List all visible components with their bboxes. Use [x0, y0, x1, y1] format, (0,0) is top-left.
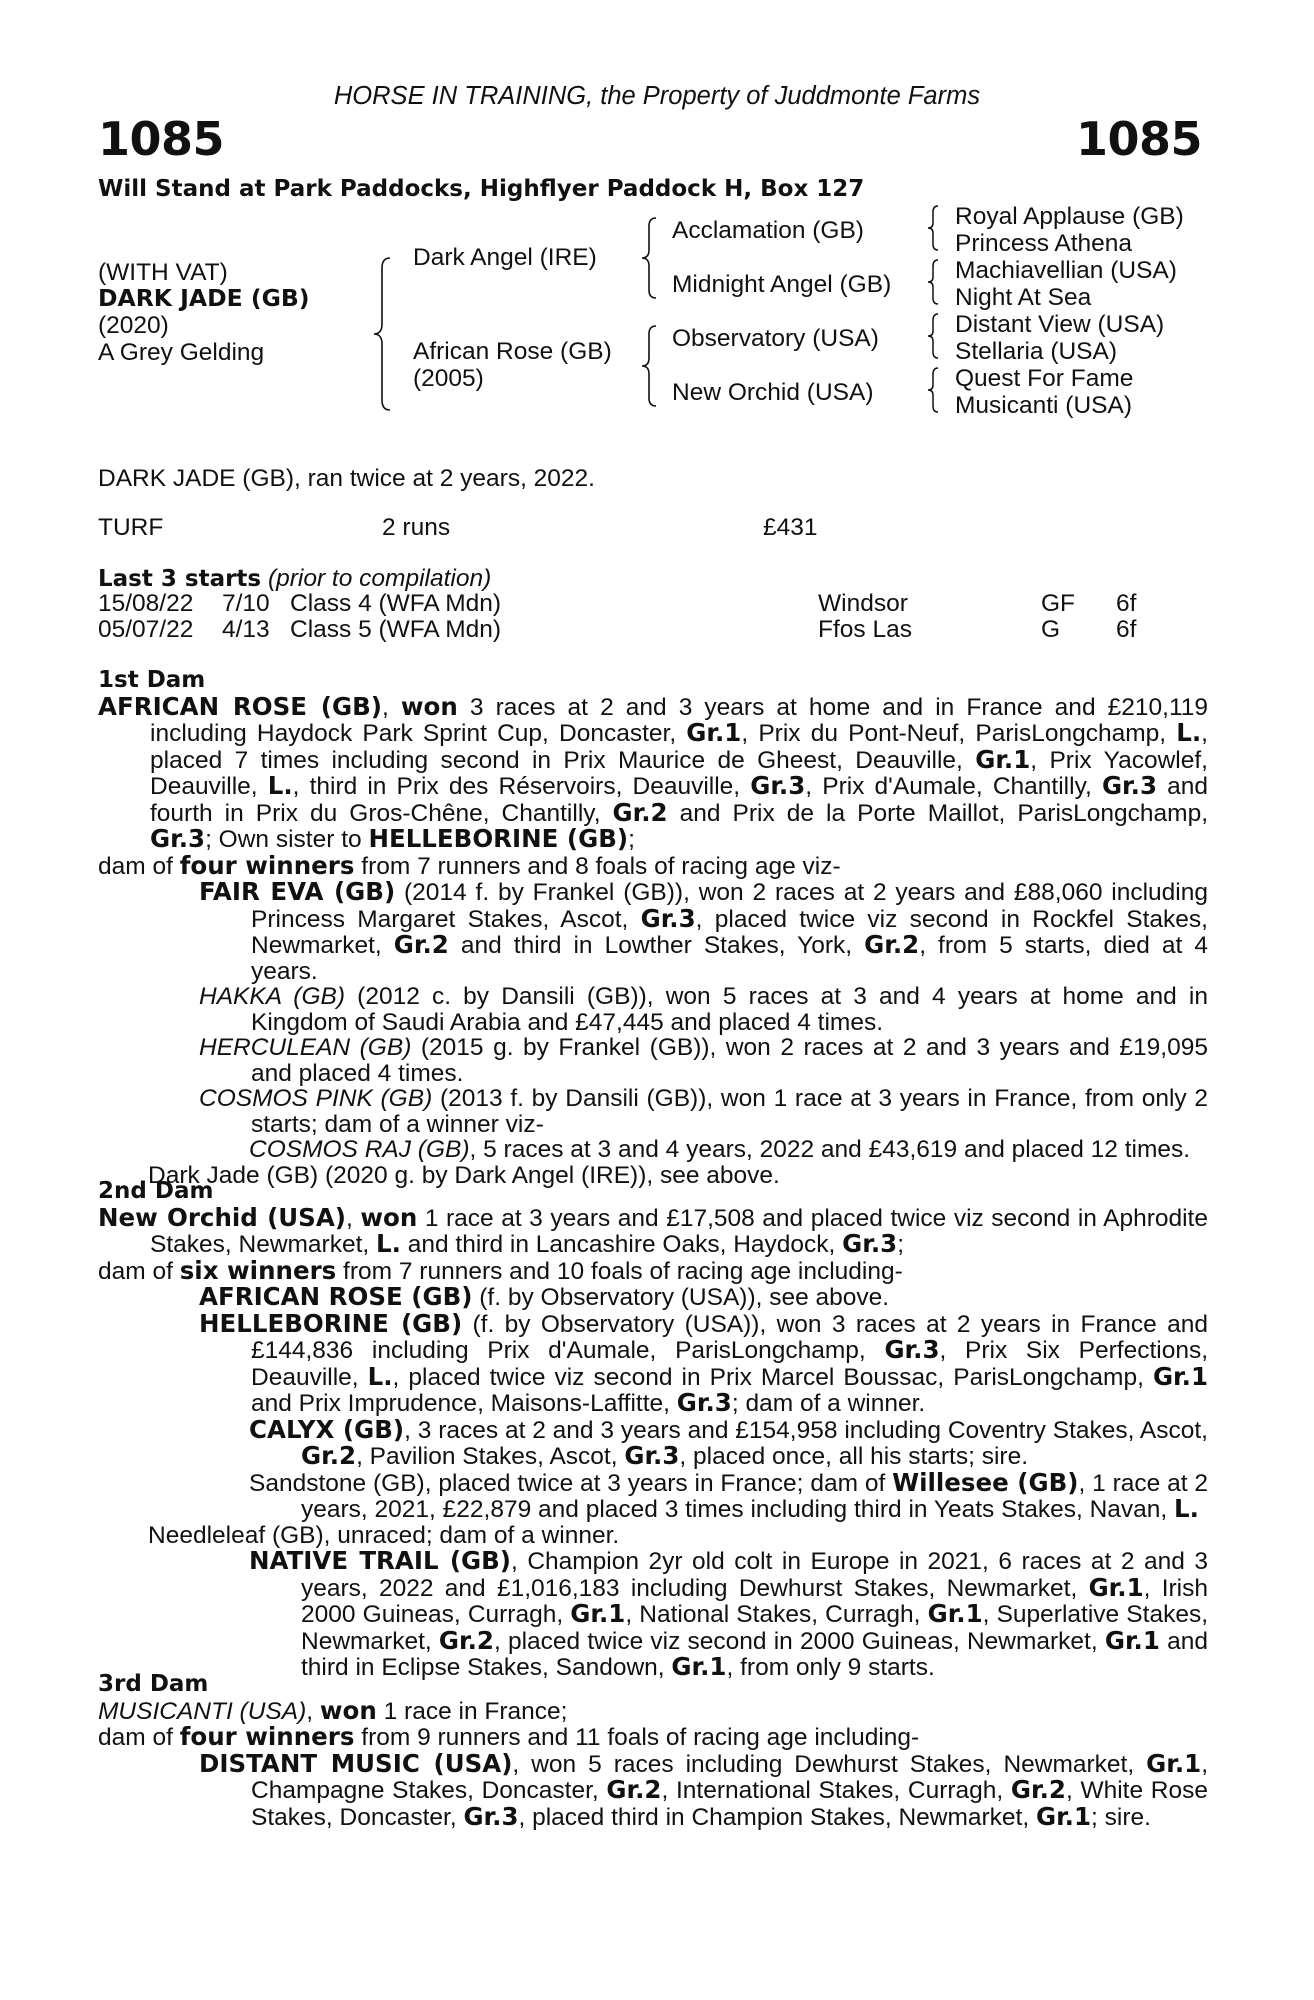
- text: from 9 runners and 11 foals of racing age including-: [354, 1724, 920, 1751]
- text: , placed third in Champion Stakes, Newmarket,: [518, 1803, 1036, 1831]
- grade: Gr.2: [864, 930, 920, 959]
- text: Sandstone (GB), placed twice at 3 years in France; dam of: [249, 1469, 893, 1497]
- produce-name: AFRICAN ROSE (GB): [199, 1282, 473, 1311]
- grade: Gr.3: [463, 1801, 519, 1831]
- grade: Gr.3: [842, 1229, 898, 1258]
- grade: Gr.2: [606, 1775, 662, 1804]
- produce-hakka: [98, 984, 1208, 1035]
- produce-name: CALYX (GB): [249, 1414, 405, 1444]
- second-dam-name: New Orchid (USA): [98, 1202, 346, 1232]
- ancestor-1: Royal Applause (GB): [955, 203, 1184, 230]
- last-starts-heading: [98, 566, 491, 593]
- won-label: won: [360, 1202, 418, 1232]
- record-runs: 2 runs: [382, 514, 451, 541]
- pedigree-brace-g2: [926, 258, 940, 306]
- pedigree-brace-g1: [926, 204, 940, 252]
- vat-note: (WITH VAT): [98, 259, 228, 286]
- text: , 1 race at 2 years, 2021, £22,879 and placed 3 times including third in Yeats Stakes, Navan,: [301, 1469, 1208, 1523]
- grade: L.: [376, 1229, 401, 1258]
- start-distance: 6f: [1116, 616, 1137, 643]
- text: and third in Lowther Stakes, York,: [448, 932, 865, 959]
- first-dam-heading: 1st Dam: [98, 667, 206, 693]
- text: dam of: [98, 1724, 180, 1751]
- produce-cosmos-raj: [98, 1137, 1208, 1163]
- grade: Gr.2: [1010, 1775, 1066, 1804]
- produce-name: COSMOS PINK (GB): [199, 1085, 433, 1112]
- produce-name: HAKKA (GB): [199, 983, 346, 1010]
- first-dam-section: [98, 668, 1208, 1188]
- third-dam-section: [98, 1672, 1208, 1830]
- produce-name: Willesee (GB): [892, 1467, 1079, 1497]
- third-dam-name: MUSICANTI (USA): [98, 1697, 307, 1725]
- grade: Gr.1: [1152, 1361, 1208, 1391]
- text: , Champagne Stakes, Doncaster,: [251, 1750, 1208, 1804]
- last-starts-title: Last 3 starts: [98, 566, 262, 592]
- pedigree-brace-g4: [926, 366, 940, 414]
- start-date: 05/07/22: [98, 616, 194, 643]
- second-dam-heading: 2nd Dam: [98, 1178, 214, 1204]
- second-dam-record: New Orchid (USA), won 1 race at 3 years and £17,508 and placed twice viz second in Aphrodite Stakes, Newmarket, L. and third in Lancashire Oaks, Haydock, Gr.3;: [98, 1202, 1208, 1258]
- dam-sire: Observatory (USA): [672, 325, 879, 352]
- ancestor-4: Night At Sea: [955, 284, 1092, 311]
- text: 1 race at 3 years and £17,508 and placed twice viz second in Aphrodite Stakes, Newmarket,: [150, 1204, 1208, 1258]
- dam-dam: New Orchid (USA): [672, 379, 874, 406]
- ancestor-5: Distant View (USA): [955, 311, 1165, 338]
- pedigree-brace-g3: [926, 312, 940, 360]
- pedigree-brace-dam: [640, 324, 658, 408]
- grade: Gr.1: [1088, 1572, 1144, 1602]
- start-course: Windsor: [818, 590, 908, 617]
- text: 3 races at 2 and 3 years at home and in France and £210,119 including Haydock Park Sprint Cup, Doncaster,: [150, 693, 1209, 747]
- ancestor-6: Stellaria (USA): [955, 338, 1118, 365]
- start-class: Class 5 (WFA Mdn): [290, 616, 502, 643]
- text: and third in Eclipse Stakes, Sandown,: [301, 1627, 1208, 1681]
- text: , Prix Six Perfections, Deauville,: [251, 1337, 1208, 1391]
- produce-african-rose: [98, 1284, 1208, 1311]
- grade: Gr.1: [1104, 1625, 1160, 1655]
- start-going: G: [1041, 616, 1061, 643]
- grade: L.: [267, 771, 293, 800]
- third-dam-heading: 3rd Dam: [98, 1671, 209, 1697]
- dam-year: (2005): [413, 365, 484, 392]
- text: , National Stakes, Curragh,: [625, 1601, 928, 1628]
- text: 1 race in France;: [376, 1697, 568, 1725]
- horse-name: DARK JADE (GB): [98, 284, 310, 312]
- text: and third in Lancashire Oaks, Haydock,: [400, 1231, 843, 1258]
- text: , placed twice viz second in Rockfel Stakes, Newmarket,: [251, 905, 1208, 959]
- produce-distant-music: [98, 1748, 1208, 1831]
- sire-sire: Acclamation (GB): [672, 217, 864, 244]
- grade: L.: [1174, 1494, 1199, 1523]
- grade: Gr.3: [640, 903, 696, 933]
- grade: Gr.3: [884, 1335, 940, 1364]
- lot-number-left: 1085: [98, 112, 225, 166]
- text: , placed twice viz second in 2000 Guineas, Newmarket,: [493, 1627, 1105, 1655]
- last-starts-note: (prior to compilation): [267, 565, 492, 592]
- grade: Gr.1: [671, 1652, 727, 1681]
- sire-dam: Midnight Angel (GB): [672, 271, 892, 298]
- second-dam-produce-summary: [98, 1255, 1208, 1285]
- won-label: won: [319, 1695, 377, 1725]
- produce-name: FAIR EVA (GB): [199, 877, 396, 906]
- text: , Irish 2000 Guineas, Curragh,: [301, 1574, 1208, 1628]
- text: ; Own sister to: [205, 826, 369, 853]
- produce-dark-jade: Dark Jade (GB) (2020 g. by Dark Angel (IRE)), see above.: [148, 1161, 780, 1189]
- grade: Gr.1: [1146, 1748, 1202, 1778]
- text: , Prix d'Aumale, Chantilly,: [805, 773, 1102, 800]
- text: (f. by Observatory (USA)), see above.: [472, 1284, 890, 1311]
- start-place: 4/13: [222, 616, 270, 643]
- sister-name: HELLEBORINE (GB): [368, 824, 629, 853]
- start-class: Class 4 (WFA Mdn): [290, 590, 502, 617]
- record-earnings: £431: [763, 514, 818, 541]
- text: and Prix de la Porte Maillot, ParisLongchamp,: [667, 799, 1208, 827]
- grade: L.: [1176, 718, 1202, 747]
- text: from 7 runners and 10 foals of racing age including-: [336, 1257, 903, 1285]
- grade: Gr.3: [624, 1441, 680, 1470]
- grade: Gr.3: [1101, 771, 1157, 800]
- ancestor-7: Quest For Fame: [955, 365, 1134, 392]
- text: from 7 runners and 8 foals of racing age viz-: [354, 852, 841, 880]
- start-going: GF: [1041, 590, 1076, 617]
- dam-name: African Rose (GB): [413, 338, 612, 365]
- text: , placed 7 times including second in Prix Maurice de Gheest, Deauville,: [150, 720, 1208, 774]
- text: , Prix Yacowlef, Deauville,: [150, 746, 1208, 800]
- text: ;: [628, 826, 635, 853]
- text: ;: [897, 1231, 905, 1258]
- produce-name: DISTANT MUSIC (USA): [199, 1748, 513, 1778]
- grade: Gr.2: [393, 930, 449, 959]
- text: , Pavilion Stakes, Ascot,: [356, 1443, 625, 1470]
- text: dam of: [98, 1257, 180, 1285]
- first-dam-record: AFRICAN ROSE (GB), won 3 races at 2 and 3 years at home and in France and £210,119 including Haydock Park Sprint Cup, Doncaster, Gr.1, Prix du Pont-Neuf, ParisLongchamp, L., placed 7 times including second in Prix Maurice de Gheest, Deauville, Gr.1, Prix Yacowlef, Deauville, L., third in Prix des Réservoirs, Deauville, Gr.3, Prix d'Aumale, Chantilly, Gr.3 and fourth in Prix du Gros-Chêne, Chantilly, Gr.2 and Prix de la Porte Maillot, ParisLongchamp, Gr.3; Own sister to HELLEBORINE (GB);: [98, 691, 1209, 853]
- text: , White Rose Stakes, Doncaster,: [251, 1777, 1208, 1831]
- grade: Gr.1: [927, 1599, 983, 1628]
- grade: Gr.3: [150, 824, 206, 853]
- catalogue-title: HORSE IN TRAINING, the Property of Juddmonte Farms: [333, 82, 981, 110]
- text: (2014 f. by Frankel (GB)), won 2 races at 2 years and £88,060 including Princess Margaret Stakes, Ascot,: [251, 879, 1209, 933]
- start-course: Ffos Las: [818, 616, 912, 643]
- produce-name: HELLEBORINE (GB): [199, 1308, 463, 1338]
- produce-calyx: [98, 1414, 1208, 1470]
- text: (2013 f. by Dansili (GB)), won 1 race at 3 years in France, from only 2 starts; dam of a winner viz-: [251, 1085, 1208, 1138]
- race-summary: DARK JADE (GB), ran twice at 2 years, 2022.: [98, 465, 595, 492]
- grade: Gr.1: [1035, 1801, 1092, 1831]
- produce-name: NATIVE TRAIL (GB): [249, 1546, 511, 1575]
- text: , from 5 starts, died at 4 years.: [251, 932, 1208, 985]
- text: , third in Prix des Réservoirs, Deauville,: [292, 773, 751, 800]
- produce-herculean: [98, 1035, 1208, 1086]
- grade: L.: [367, 1361, 393, 1391]
- second-dam-section: [98, 1179, 1208, 1681]
- text: , International Stakes, Curragh,: [661, 1777, 1011, 1804]
- produce-fair-eva: [98, 879, 1208, 984]
- first-dam-produce-summary: [98, 850, 1208, 880]
- text: ; dam of a winner.: [731, 1390, 926, 1417]
- ancestor-3: Machiavellian (USA): [955, 257, 1177, 284]
- produce-name: COSMOS RAJ (GB): [249, 1136, 470, 1163]
- horse-description: A Grey Gelding: [98, 339, 265, 366]
- produce-name: HERCULEAN (GB): [199, 1034, 412, 1061]
- text: (2015 g. by Frankel (GB)), won 2 races at 2 and 3 years and £19,095 and placed 4 times.: [251, 1034, 1208, 1087]
- ancestor-2: Princess Athena: [955, 230, 1133, 257]
- grade: Gr.2: [301, 1441, 357, 1470]
- produce-sandstone: [98, 1467, 1208, 1523]
- lot-number-right: 1085: [1075, 112, 1202, 166]
- sire-name: Dark Angel (IRE): [413, 244, 597, 271]
- winners-count: six winners: [179, 1255, 337, 1285]
- grade: Gr.3: [750, 771, 806, 800]
- text: , placed twice viz second in Prix Marcel Boussac, ParisLongchamp,: [392, 1363, 1153, 1391]
- text: and fourth in Prix du Gros-Chêne, Chantilly,: [150, 773, 1209, 827]
- grade: Gr.2: [438, 1625, 494, 1655]
- grade: Gr.3: [676, 1388, 732, 1417]
- winners-count: four winners: [179, 1722, 355, 1751]
- text: (2012 c. by Dansili (GB)), won 5 races at 3 and 4 years at home and in Kingdom of Saudi Arabia and £47,445 and placed 4 times.: [251, 983, 1208, 1036]
- record-surface: TURF: [98, 514, 164, 541]
- text: , placed once, all his starts; sire.: [679, 1443, 1029, 1470]
- produce-helleborine: [98, 1308, 1208, 1417]
- grade: Gr.1: [570, 1599, 626, 1628]
- start-date: 15/08/22: [98, 590, 194, 617]
- grade: Gr.1: [975, 744, 1031, 774]
- text: , won 5 races including Dewhurst Stakes, Newmarket,: [512, 1750, 1147, 1778]
- pedigree-brace-main: [372, 256, 392, 412]
- grade: Gr.2: [612, 797, 668, 827]
- horse-year: (2020): [98, 312, 169, 339]
- third-dam-produce-summary: [98, 1724, 1208, 1751]
- start-place: 7/10: [222, 590, 270, 617]
- text: , Prix du Pont-Neuf, ParisLongchamp,: [741, 720, 1177, 747]
- pedigree-brace-sire: [640, 216, 658, 300]
- start-distance: 6f: [1116, 590, 1137, 617]
- produce-needleleaf: Needleleaf (GB), unraced; dam of a winner.: [148, 1521, 620, 1549]
- text: , 5 races at 3 and 4 years, 2022 and £43,619 and placed 12 times.: [469, 1136, 1191, 1163]
- text: and Prix Imprudence, Maisons-Laffitte,: [251, 1390, 677, 1417]
- text: dam of: [98, 852, 180, 880]
- produce-cosmos-pink: [98, 1086, 1208, 1137]
- text: ; sire.: [1091, 1803, 1151, 1831]
- stand-info: Will Stand at Park Paddocks, Highflyer Paddock H, Box 127: [98, 176, 865, 202]
- produce-native-trail: [98, 1548, 1208, 1681]
- text: (f. by Observatory (USA)), won 3 races at 2 years in France and £144,836 including Prix d'Aumale, ParisLongchamp,: [251, 1310, 1208, 1364]
- won-label: won: [400, 691, 458, 721]
- third-dam-record: MUSICANTI (USA), won 1 race in France;: [98, 1695, 568, 1725]
- ancestor-8: Musicanti (USA): [955, 392, 1132, 419]
- first-dam-name: AFRICAN ROSE (GB): [98, 691, 382, 721]
- text: , 3 races at 2 and 3 years and £154,958 including Coventry Stakes, Ascot,: [404, 1416, 1208, 1444]
- grade: Gr.1: [686, 718, 742, 747]
- text: , from only 9 starts.: [726, 1654, 935, 1681]
- winners-count: four winners: [179, 850, 355, 880]
- text: , Superlative Stakes, Newmarket,: [301, 1601, 1209, 1655]
- text: , Champion 2yr old colt in Europe in 2021, 6 races at 2 and 3 years, 2022 and £1,016,183 including Dewhurst Stakes, Newmarket,: [301, 1548, 1208, 1602]
